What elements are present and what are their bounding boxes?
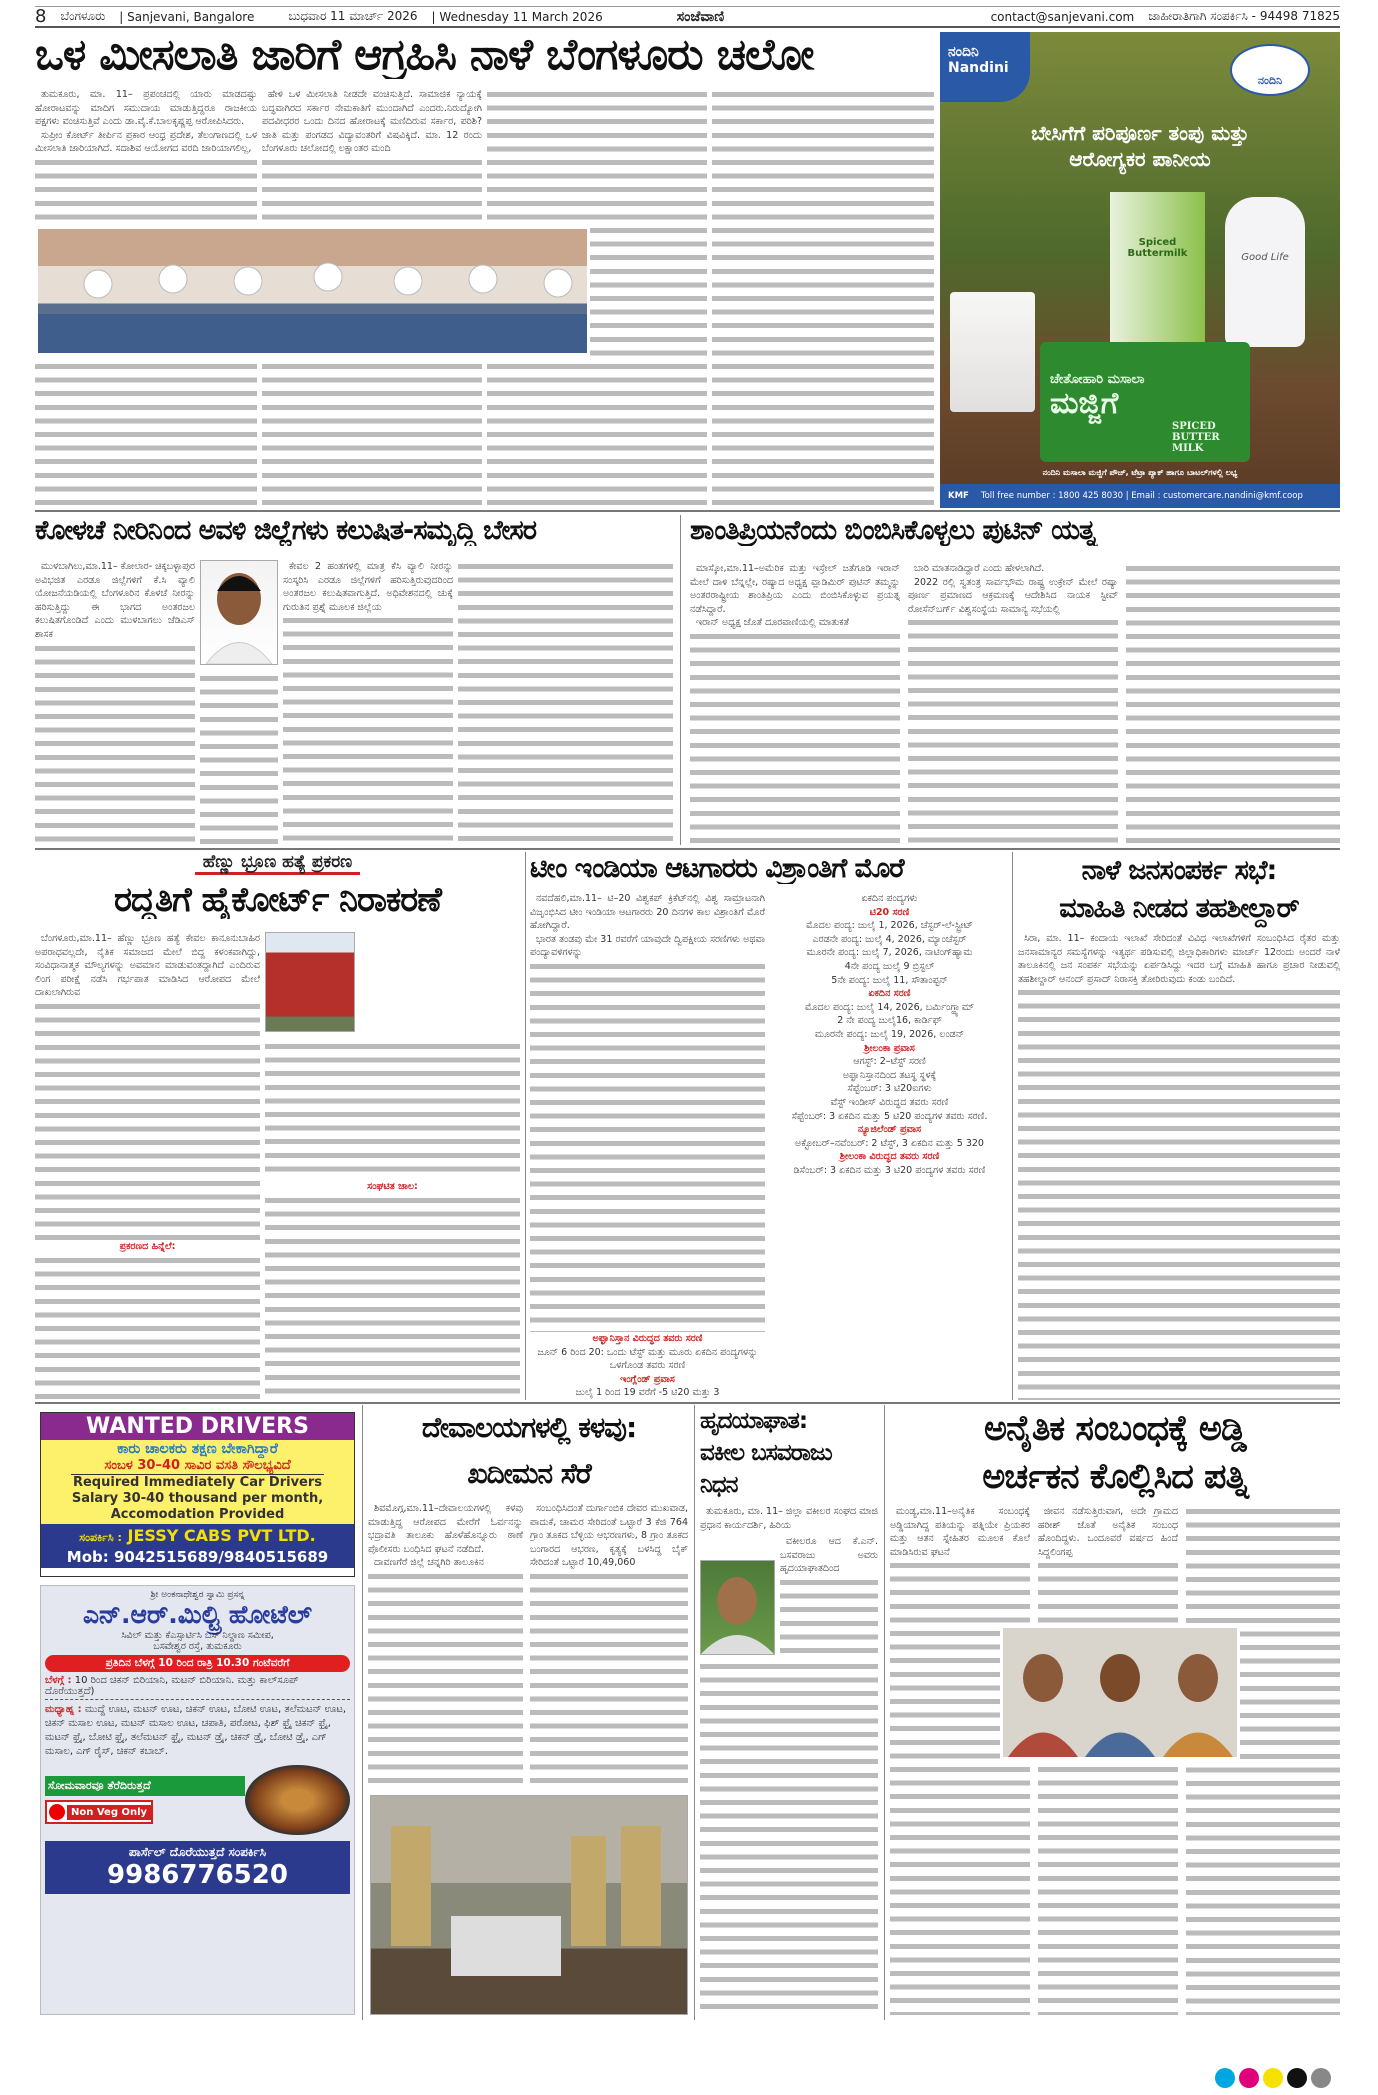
hc-kicker [35, 852, 520, 872]
page-header [35, 6, 1340, 28]
paragraph: ತುಮಕೂರು, ಮಾ. 11– ಪ್ರಪಂಚದಲ್ಲಿ ಯಾರು ಮಾಡದಷ್ಟು ಹೋರಾಟವನ್ನು ಮಾದಿಗ ಸಮುದಾಯ ಮಾಡುತ್ತಿದ್ದರೂ ರಾಜಕೀಯ ಪಕ್ಷಗಳು ವಂಚಿಸುತ್ತಿವೆ ಎಂದು ಡಾ.ವೈ.ಕೆ.ಬಾಲಕೃಷ್ಣಪ್ಪ ಆರೋಪಿಸಿದರು. [35, 89, 257, 128]
parcel-label: ಪಾರ್ಸೆಲ್ ದೊರೆಯುತ್ತದೆ ಸಂಪರ್ಕಿಸಿ [128, 1845, 267, 1859]
lunch-menu [45, 1703, 350, 1759]
ad-footer-bar [940, 484, 1340, 508]
sira-headline [1018, 852, 1340, 928]
paragraph: ಬೆಂಗಳೂರು,ಮಾ.11– ಹೆಣ್ಣು ಭ್ರೂಣ ಹತ್ಯೆ ಕೇವಲ ಕಾನೂನುಬಾಹಿರ ಅಪರಾಧವಲ್ಲದೇ, ನೈತಿಕ ಸಮಾಜದ ಮೇಲೆ ಬಿದ್ದ ಕಳಂಕವಾಗಿದ್ದು, ಸಂವಿಧಾನಾತ್ಮಕ ಮೌಲ್ಯಗಳನ್ನು ಅವಮಾನ ಮಾಡುವಂತದ್ದಾಗಿದೆ ಎಂದಿರುವ ಲಿಂಗ ಪರೀಕ್ಷೆ ನಡೆಸಿ ಗರ್ಭಪಾತ ಮಾಡಿಸಿದ ಆರೋಪದ ಮೇಲೆ ದಾಖಲಾಗಿರುವ [35, 933, 260, 999]
paragraph: ಭಾರತ ತಂಡವು ಮೇ 31 ರವರೆಗೆ ಯಾವುದೇ ದ್ವಿಪಕ್ಷೀಯ ಸರಣಿಗಳು ಅಥವಾ ಪಂದ್ಯಾವಳಿಗಳನ್ನು [530, 933, 765, 959]
toll-free-contact: Toll free number : 1800 425 8030 | Email : customercare.nandini@kmf.coop [980, 491, 1303, 501]
column-divider [1012, 852, 1013, 1400]
accused-photos [1000, 1625, 1240, 1760]
military-hotel-ad [40, 1585, 355, 2015]
pouch-english: SPICED BUTTER MILK [1172, 421, 1220, 454]
schedule-item: ಮೂರನೇ ಪಂದ್ಯ: ಜುಲೈ 19, 2026, ಲಂಡನ್ [814, 1028, 965, 1040]
hc-kicker-text: ಹೆಣ್ಣು ಭ್ರೂಣ ಹತ್ಯೆ ಪ್ರಕರಣ [195, 852, 361, 875]
hotel-phone[interactable]: 9986776520 [107, 1860, 288, 1890]
police-with-seized-items-photo [370, 1795, 688, 2015]
company-name: JESSY CABS PVT LTD. [127, 1526, 316, 1545]
pouch-label: ಚೇತೋಹಾರಿ ಮಸಾಲಾ [1050, 372, 1145, 387]
people-at-table-illustration [38, 229, 587, 353]
paragraph: 2022 ರಲ್ಲಿ ಸ್ವತಂತ್ರ ಸಾರ್ವಭೌಮ ರಾಷ್ಟ್ರ ಉಕ್ರೇನ್ ಮೇಲೆ ರಷ್ಯಾ ಪೂರ್ಣ ಪ್ರಮಾಣದ ಆಕ್ರಮಣಕ್ಕೆ ಆದೇಶಿಸಿದ ನಾಯಕ ಸ್ಟೀವ್ ರೋಸೆನ್‌ಬರ್ಗ್ ವಿಶ್ವಸಂಸ್ಥೆಯ ಸಾಮಾನ್ಯ ಸಭೆಯಲ್ಲಿ [908, 576, 1118, 615]
color-dot [1263, 2068, 1283, 2088]
divider [35, 510, 1340, 512]
morning-label: ಬೆಳಗ್ಗೆ : [45, 1675, 72, 1686]
affair-col-1 [890, 1505, 1030, 2015]
paragraph: ಹೇಳಿ ಒಳ ಮೀಸಲಾತಿ ನೀಡದೇ ವಂಚಿಸುತ್ತಿದೆ. ಸಾಮಾಜಿಕ ನ್ಯಾಯಕ್ಕೆ ಬದ್ಧವಾಗಿರದ ಸರ್ಕಾರ ನೇಮಕಾತಿಗೆ ಮುಂದಾಗಿದೆ ಎಂದರು.ನಿರುದ್ಯೋಗಿ ಪದವೀಧರರ ಒಂದು ದಿನದ ಹೋರಾಟಕ್ಕೆ ಮಣಿದಿರುವ ಸರ್ಕಾರ, ಪರಿಶಿ? ಜಾತಿ ಮತ್ತು ಪಂಗಡದ ವಿದ್ಯಾವಂತರಿಗೆ ವಿಷವಿಕ್ಕಿದೆ. ಮಾ. 12 ರಂದು ಬೆಂಗಳೂರು ಚಲೋದಲ್ಲಿ ಲಕ್ಷಾಂತರ ಮಂದಿ [262, 89, 482, 155]
schedule-item: ಅಫ್ಘಾನಿಸ್ತಾನದಿಂದ ತಟಸ್ಥ ಸ್ಥಳಕ್ಕೆ [842, 1069, 937, 1081]
schedule-item: ಎರಡನೇ ಪಂದ್ಯ: ಜುಲೈ 4, 2026, ಮ್ಯಾಂಚೆಸ್ಟರ್ [812, 933, 967, 945]
non-veg-label: Non Veg Only [67, 1805, 151, 1820]
mla-portrait-photo [200, 560, 278, 665]
hc-col-2 [265, 1040, 520, 1402]
lead-col-4 [712, 88, 934, 506]
schedule-item: ಸೆಪ್ಟೆಂಬರ್: 3 ಟಿ20ಐಗಳು [847, 1083, 932, 1095]
bottle-product: Good Life [1225, 197, 1305, 347]
hotel-hours: ಪ್ರತಿದಿನ ಬೆಳಗ್ಗೆ 10 ರಿಂದ ರಾತ್ರಿ 10.30 ಗಂಟೆವರೆಗೆ [45, 1655, 350, 1672]
color-dot [1215, 2068, 1235, 2088]
sira-headline-line-2: ಮಾಹಿತಿ ನೀಡದ ತಹಶೀಲ್ದಾರ್ [1059, 893, 1299, 924]
hotel-name: ಎನ್.ಆರ್.ಮಿಲ್ಟ್ರಿ ಹೋಟೆಲ್ [82, 1600, 313, 1629]
drivers-english-2: Salary 30-40 thousand per month, [71, 1491, 324, 1506]
sira-body [1018, 932, 1340, 1400]
page-number: 8 [35, 6, 47, 27]
color-dot [1287, 2068, 1307, 2088]
ad-tagline [940, 120, 1340, 172]
affair-col-3 [1186, 1505, 1340, 2015]
kolar-col-1 [35, 560, 195, 845]
paragraph: ಕೇವಲ 2 ಹಂತಗಳಲ್ಲಿ ಮಾತ್ರ ಕೆಸಿ ವ್ಯಾಲಿ ನೀರನ್ನು ಸಂಸ್ಕರಿಸಿ ಎರಡೂ ಜಿಲ್ಲೆಗಳಿಗೆ ಹರಿಸುತ್ತಿರುವುದರಿಂದ ಅಂತರಜಲ ಕಲುಷಿತವಾಗುತ್ತಿದೆ. ಅಧಿವೇಶನದಲ್ಲಿ ಚುಕ್ಕೆ ಗುರುತಿನ ಪ್ರಶ್ನೆ ಮೂಲಕ ಜಿಲ್ಲೆಯ [283, 561, 453, 613]
brand-english: Nandini [948, 60, 1009, 76]
divider [35, 848, 1340, 850]
nandini-brand-badge [940, 32, 1030, 102]
ad-contact: ಜಾಹೀರಾತಿಗಾಗಿ ಸಂಪರ್ಕಿಸಿ - 94498 71825 [1148, 9, 1340, 23]
schedule-item: 2 ನೇ ಪಂದ್ಯ ಜುಲೈ16, ಕಾರ್ಡಿಫ್ [837, 1015, 942, 1027]
masthead-logo: ಸಂಜೆವಾಣಿ [676, 8, 725, 25]
putin-headline: ಶಾಂತಿಪ್ರಿಯನೆಂದು ಬಿಂಬಿಸಿಕೊಳ್ಳಲು ಪುಟಿನ್ ಯತ್ನ [690, 516, 1097, 546]
print-registration-marks [1215, 2068, 1331, 2088]
monday-open-badge: ಸೋಮವಾರವೂ ತೆರೆದಿರುತ್ತದೆ [45, 1776, 245, 1796]
putin-col-1 [690, 562, 900, 845]
wanted-drivers-ad [40, 1412, 355, 1577]
divider [35, 1402, 1340, 1404]
schedule-heading: ಅಫ್ಘಾನಿಸ್ತಾನ ವಿರುದ್ಧದ ತವರು ಸರಣಿ [592, 1333, 703, 1345]
schedule-heading: ಶ್ರೀಲಂಕಾ ವಿರುದ್ಧದ ತವರು ಸರಣಿ [839, 1151, 940, 1163]
schedule-item: ವೆಸ್ಟ್ ಇಂಡೀಸ್ ವಿರುದ್ಧದ ತವರು ಸರಣಿ [830, 1096, 949, 1108]
schedule-item: ಮೊದಲ ಪಂದ್ಯ: ಜುಲೈ 14, 2026, ಬರ್ಮಿಂಗ್ಹ್ಯಾಮ್ [804, 1001, 974, 1013]
kolar-col-4 [458, 560, 673, 845]
lawyer-body [700, 1505, 878, 1533]
paragraph: ಜೀವನ ನಡೆಸುತ್ತಿರುವಾಗ, ಅದೇ ಗ್ರಾಮದ ಹರೀಶ್ ಜೊತೆ ಅನೈತಿಕ ಸಂಬಂಧ ಹೊಂದಿದ್ದಳು. ಒಂದೂವರೆ ವರ್ಷದ ಹಿಂದೆ ಸಿದ್ದಲಿಂಗಪ್ಪ [1038, 1506, 1178, 1558]
schedule-item: ಮೊದಲ ಪಂದ್ಯ: ಜುಲೈ 1, 2026, ಚೆಸ್ಟರ್-ಲೆ-ಸ್ಟ್ರೀಟ್ [806, 920, 973, 932]
affair-col-2 [1038, 1505, 1178, 2015]
schedule-item: ಜುಲೈ 1 ರಿಂದ 19 ವರೆಗೆ -5 ಟಿ20 ಮತ್ತು 3 [575, 1387, 720, 1399]
drivers-kannada-1: ಕಾರು ಚಾಲಕರು ತಕ್ಷಣ ಬೇಕಾಗಿದ್ದಾರೆ [117, 1441, 278, 1457]
high-court-building-photo [265, 932, 355, 1032]
hotel-blessing: ಶ್ರೀ ಅಂಕನಾಥೇಶ್ವರ ಸ್ವಾಮಿ ಪ್ರಸನ್ನ [150, 1590, 245, 1600]
kolar-col-3 [283, 560, 453, 845]
contact-email[interactable]: contact@sanjevani.com [990, 9, 1135, 24]
brand-kannada: ನಂದಿನಿ [948, 44, 979, 60]
hc-headline: ರದ್ದತಿಗೆ ಹೈಕೋರ್ಟ್ ನಿರಾಕರಣೆ [113, 882, 442, 920]
section-name: ಬೆಂಗಳೂರು [60, 9, 106, 23]
protest-press-meet-photo [35, 226, 590, 356]
kmf-logo: KMF [948, 491, 969, 501]
drivers-kannada-2: ಸಂಬಳ 30–40 ಸಾವಿರ ವಸತಿ ಸೌಲಭ್ಯವಿದೆ [71, 1458, 324, 1475]
affair-headline [890, 1405, 1340, 1501]
temple-headline-line-2: ಖದೀಮನ ಸೆರೆ [467, 1457, 591, 1490]
column-divider [680, 515, 681, 845]
nandini-logo: ನಂದಿನಿ [1230, 44, 1310, 96]
paragraph: ಮಂಡ್ಯ,ಮಾ.11–ಅನೈತಿಕ ಸಂಬಂಧಕ್ಕೆ ಅಡ್ಡಿಯಾಗಿದ್ದ ಪತಿಯನ್ನು ಪತ್ನಿಯೇ ಪ್ರಿಯಕರ ಮತ್ತು ಆತನ ಸ್ನೇಹಿತರ ಮೂಲಕ ಕೊಲೆ ಮಾಡಿಸಿರುವ ಘಟನೆ [890, 1506, 1030, 1558]
schedule-heading: ಇಂಗ್ಲೆಂಡ್ ಪ್ರವಾಸ [620, 1373, 675, 1385]
contact-label: ಸಂಪರ್ಕಿಸಿ : [79, 1531, 122, 1544]
schedule-item: 5ನೇ ಪಂದ್ಯ: ಜುಲೈ 11, ಸೌತಾಂಪ್ಟನ್ [831, 974, 948, 986]
putin-col-3 [1126, 562, 1340, 845]
schedule-item: ಮೂರನೇ ಪಂದ್ಯ: ಜುಲೈ 7, 2026, ನಾಟಿಂಗ್‌ಹ್ಯಾಮ [806, 947, 973, 959]
masala-majjige-pouch [1040, 342, 1250, 462]
affair-headline-line-2: ಅರ್ಚಕನ ಕೊಲ್ಲಿಸಿದ ಪತ್ನಿ [982, 1457, 1248, 1497]
color-dot [1311, 2068, 1331, 2088]
tagline-line-1: ಬೇಸಿಗೆಗೆ ಪರಿಪೂರ್ಣ ತಂಪು ಮತ್ತು [1031, 121, 1249, 145]
paragraph: ಸಿರಾ, ಮಾ. 11– ಕಂದಾಯ ಇಲಾಖೆ ಸೇರಿದಂತೆ ವಿವಿಧ ಇಲಾಖೆಗಳಿಗೆ ಸಂಬಂಧಿಸಿದ ರೈತರ ಮತ್ತು ಜನಸಾಮಾನ್ಯರ ಸಮಸ್ಯೆಗಳನ್ನು ಇತ್ಯರ್ಥ ಪಡಿಸುವಲ್ಲಿ ಜಿಲ್ಲಾಧಿಕಾರಿಗಳು ಮಾರ್ಚ್ 12ರಂದು ಅಂದರೆ ನಾಳೆ ತಾಲೂಕಿನಲ್ಲಿ ಜನ ಸಂಪರ್ಕ ಸಭೆಯನ್ನು ಏರ್ಪಡಿಸಿದ್ದು ಇದರ ಬಗ್ಗೆ ಮಾಹಿತಿ ಹಾಗೂ ಪ್ರಚಾರ ನೀಡುವಲ್ಲಿ ತಹಶೀಲ್ದಾರ್ ಆನಂದ್ ಪ್ರಸಾದ್ ನಿರಾಸಕ್ತಿ ತೋರಿರುವುದು ಕಂಡು ಬಂದಿದೆ. [1018, 933, 1340, 985]
lawyer-headline-line-1: ಹೃದಯಾಘಾತ: [700, 1408, 808, 1434]
hc-col-1 [35, 932, 260, 1402]
schedule-item: ಸೆಪ್ಟೆಂಬರ್: 3 ಏಕದಿನ ಮತ್ತು 5 ಟಿ20 ಪಂದ್ಯಗಳ ತವರು ಸರಣಿ. [791, 1110, 988, 1122]
schedule-item: 4ನೇ ಪಂದ್ಯ ಜುಲೈ 9 ಬ್ರಿಸ್ಟಲ್ [844, 960, 935, 972]
schedule-item: ಏಕದಿನ ಪಂದ್ಯಗಳು [861, 893, 918, 904]
color-dot [1239, 2068, 1259, 2088]
hc-subhead-network: ಸಂಘಟಿತ ಜಾಲ: [367, 1181, 418, 1192]
putin-col-2 [908, 562, 1118, 845]
paragraph: ಬಾರಿ ಮಾತನಾಡಿದ್ದಾರೆ ಎಂದು ಹೇಳಲಾಗಿದೆ. [914, 563, 1045, 574]
parcel-contact-bar [45, 1841, 350, 1894]
cricket-col-1 [530, 892, 765, 1400]
paragraph: ನವದೆಹಲಿ,ಮಾ.11– ಟಿ–20 ವಿಶ್ವಕಪ್ ಕ್ರಿಕೆಟ್‌ನಲ್ಲಿ ವಿಶ್ವ ಸಾಮ್ರಾಟನಾಗಿ ವಿಜೃಂಭಿಸಿದ ಟೀಂ ಇಂಡಿಯಾ ಆಟಗಾರರು 20 ದಿನಗಳ ಕಾಲ ವಿಶ್ರಾಂತಿಗೆ ಮೊರೆ ಹೋಗಿದ್ದಾರೆ. [530, 893, 765, 932]
cricket-schedule [772, 892, 1007, 1400]
temple-col-2 [530, 1502, 688, 1790]
tetra-pack-product: Spiced Buttermilk [1110, 192, 1205, 352]
column-divider [884, 1405, 885, 2020]
lead-headline: ಒಳ ಮೀಸಲಾತಿ ಜಾರಿಗೆ ಆಗ್ರಹಿಸಿ ನಾಳೆ ಬೆಂಗಳೂರು ಚಲೋ [35, 32, 814, 80]
schedule-item: ಅಕ್ಟೋಬರ್–ನವೆಂಬರ್: 2 ಟೆಸ್ಟ್, 3 ಏಕದಿನ ಮತ್ತು 5 320 [795, 1137, 984, 1149]
schedule-heading: ಟಿ20 ಸರಣಿ [869, 906, 910, 918]
tagline-line-2: ಆರೋಗ್ಯಕರ ಪಾನೀಯ [1069, 147, 1211, 171]
affair-headline-line-1: ಅನೈತಿಕ ಸಂಬಂಧಕ್ಕೆ ಅಡ್ಡಿ [984, 1409, 1246, 1449]
column-divider [525, 852, 526, 1400]
non-veg-badge [45, 1800, 153, 1824]
date-english: | Wednesday 11 March 2026 [431, 9, 603, 24]
lawyer-portrait-photo [700, 1560, 775, 1655]
hotel-address-2: ಬಸವೇಶ್ವರ ರಸ್ತೆ, ತುಮಕೂರು [153, 1641, 242, 1652]
non-veg-dot-icon [49, 1804, 65, 1820]
kolar-col-2 [200, 672, 278, 845]
temple-headline [368, 1405, 690, 1497]
morning-items: 10 ರಿಂದ ಚಿಕನ್ ಬಿರಿಯಾನಿ, ಮಟನ್ ಬಿರಿಯಾನಿ. ಮತ್ತು ಕಾಲ್‌ಸೂಪ್ ದೊರೆಯುತ್ತದೆ) [45, 1675, 299, 1697]
paragraph: ಮುಳಬಾಗಿಲು,ಮಾ.11– ಕೋಲಾರ- ಚಿಕ್ಕಬಳ್ಳಾಪುರ ಅವಿಭಜಿತ ಎರಡೂ ಜಿಲ್ಲೆಗಳಿಗೆ ಕೆ.ಸಿ ವ್ಯಾಲಿ ಯೋಜನೆಯಡಿಯಲ್ಲಿ ಬೆಂಗಳೂರಿನ ಕೊಳಚೆ ನೀರನ್ನು ಹರಿಸುತ್ತಿದ್ದು ಈ ಭಾಗದ ಅಂತರಜಲ ಕಲುಷಿತಗೊಂಡಿದೆ ಎಂದು ಮುಳಬಾಗಲು ಜೆಡಿಎಸ್ ಶಾಸಕ [35, 561, 195, 640]
temple-col-1 [368, 1502, 523, 1790]
availability-text: ನಂದಿನಿ ಮಸಾಲಾ ಮಜ್ಜಿಗೆ ಪೌಚ್, ಟೆಟ್ರಾ ಪ್ಯಾಕ್ ಹಾಗೂ ಬಾಟಲ್‌ಗಳಲ್ಲಿ ಲಭ್ಯ [1042, 468, 1238, 477]
paragraph: ಸಂಬಂಧಿಸಿದಂತೆ ದುರ್ಗಾಂಬಿಕ ದೇವರ ಮುಖವಾಡ, ಪಾದುಕೆ, ಚಾಮರ ಸೇರಿದಂತೆ ಒಟ್ಟಾರೆ 3 ಕೆಜಿ 764 ಗ್ರಾಂ ತೂಕದ ಬೆಳ್ಳಿಯ ಆಭರಣಗಳು, 8 ಗ್ರಾಂ ತೂಕದ ಬಂಗಾರದ ಆಭರಣ, ಕೃತ್ಯಕ್ಕೆ ಬಳಸಿದ್ದ ಬೈಕ್ ಸೇರಿದಂತೆ ಒಟ್ಟಾರೆ 10,49,060 [530, 1503, 688, 1569]
lawyer-col-rest [700, 1660, 878, 2015]
schedule-heading: ಏಕದಿನ ಸರಣಿ [868, 988, 911, 1000]
paragraph: ಇರಾನ್ ಅಧ್ಯಕ್ಷ ಜೊತೆ ದೂರವಾಣಿಯಲ್ಲಿ ಮಾತುಕತೆ [696, 617, 849, 629]
column-divider [362, 1405, 363, 2020]
buttermilk-glass [950, 292, 1035, 412]
food-platter-photo [245, 1765, 350, 1835]
date-kannada: ಬುಧವಾರ 11 ಮಾರ್ಚ್ 2026 [288, 9, 418, 23]
drivers-english-3: Accomodation Provided [110, 1507, 285, 1522]
paragraph: ದಾವಣಗೆರೆ ಜಿಲ್ಲೆ ಚನ್ನಗಿರಿ ತಾಲೂಕಿನ [374, 1557, 484, 1569]
schedule-item: ಆಗಸ್ಟ್: 2–ಟೆಸ್ಟ್ ಸರಣಿ [853, 1056, 926, 1068]
paragraph: ತುಮಕೂರು, ಮಾ. 11– ಜಿಲ್ಲಾ ವಕೀಲರ ಸಂಘದ ಮಾಜಿ ಪ್ರಧಾನ ಕಾರ್ಯದರ್ಶಿ, ಹಿರಿಯ [700, 1506, 878, 1531]
edition: | Sanjevani, Bangalore [119, 9, 255, 24]
hotel-address-1: ಸಿವಿಲ್ ಮತ್ತು ಕೆಎಸ್ಸಾರ್ಟಿಸಿ ಬಸ್ ನಿಲ್ದಾಣ ಸಮೀಪ, [121, 1630, 274, 1641]
lawyer-headline [700, 1405, 880, 1501]
kolar-headline: ಕೋಳಚೆ ನೀರಿನಿಂದ ಅವಳಿ ಜಿಲ್ಲೆಗಳು ಕಲುಷಿತ-ಸಮೃದ್ಧಿ ಬೇಸರ [35, 516, 537, 546]
nandini-buttermilk-ad [940, 32, 1340, 508]
lawyer-headline-line-3: ನಿಧನ [700, 1472, 738, 1498]
lunch-items: ಮುದ್ದೆ ಊಟ, ಮಟನ್ ಊಟ, ಚಿಕನ್ ಊಟ, ಬೋಟಿ ಊಟ, ತಲೆಮಟನ್ ಊಟ, ಚಿಕನ್ ಮಸಾಲ ಊಟ, ಮಟನ್ ಮಸಾಲ ಊಟ, ಚಪಾತಿ, ಪರೋಟ, ಫಿಶ್ ಫ್ರೈ ಚಿಕನ್ ಫ್ರೈ, ಮಟನ್ ಫ್ರೈ, ಬೋಟಿ ಫ್ರೈ, ತಲೆಮಟನ್ ಫ್ರೈ, ಮಟನ್ ಡ್ರೈ, ಚಿಕನ್ ಡ್ರೈ, ಬೋಟಿ ಡ್ರೈ, ಎಗ್ ಮಸಾಲ, ಎಗ್ ರೈಸ್, ಚಿಕನ್ ಕಬಾಬ್. [45, 1704, 347, 1757]
paragraph: ವಕೀಲರೂ ಆದ ಕೆ.ಎನ್. ಬಸವರಾಜು ಅವರು ಹೃದಯಾಘಾತದಿಂದ [780, 1536, 878, 1575]
column-divider [694, 1405, 695, 2020]
sira-headline-line-1: ನಾಳೆ ಜನಸಂಪರ್ಕ ಸಭೆ: [1081, 855, 1277, 886]
drivers-english-1: Required Immediately Car Drivers [72, 1475, 323, 1490]
morning-menu [45, 1675, 350, 1700]
lawyer-side-col [780, 1535, 878, 1655]
schedule-item: ಜೂನ್ 6 ರಿಂದ 20: ಒಂದು ಟೆಸ್ಟ್ ಮತ್ತು ಮೂರು ಏಕದಿನ ಪಂದ್ಯಗಳನ್ನು ಒಳಗೊಂಡ ತವರು ಸರಣಿ [537, 1346, 758, 1372]
lunch-label: ಮಧ್ಯಾಹ್ನ : [45, 1704, 82, 1715]
paragraph: ಶಿವಮೊಗ್ಗ,ಮಾ.11–ದೇವಾಲಯಗಳಲ್ಲಿ ಕಳವು ಮಾಡುತ್ತಿದ್ದ ಆರೋಪದ ಮೇರೆಗೆ ಓರ್ವನನ್ನು ಭದ್ರಾವತಿ ತಾಲೂಕು ಹೊಳೆಹೊನ್ನೂರು ಠಾಣೆ ಪೊಲೀಸರು ಬಂಧಿಸಿದ ಘಟನೆ ನಡೆದಿದೆ. [368, 1503, 523, 1555]
lawyer-headline-line-2: ವಕೀಲ ಬಸವರಾಜು [700, 1440, 832, 1466]
temple-headline-line-1: ದೇವಾಲಯಗಳಲ್ಲಿ ಕಳವು: [421, 1411, 637, 1444]
hc-subhead-background: ಪ್ರಕರಣದ ಹಿನ್ನೆಲೆ: [119, 1240, 176, 1252]
schedule-heading: ಶ್ರೀಲಂಕಾ ಪ್ರವಾಸ [864, 1042, 915, 1054]
ad-title: WANTED DRIVERS [41, 1413, 354, 1440]
schedule-heading: ನ್ಯೂಜಿಲೆಂಡ್ ಪ್ರವಾಸ [857, 1124, 922, 1136]
cricket-headline: ಟೀಂ ಇಂಡಿಯಾ ಆಟಗಾರರು ವಿಶ್ರಾಂತಿಗೆ ಮೊರೆ [530, 854, 904, 884]
paragraph: ಮಾಸ್ಕೋ,ಮಾ.11–ಅಮೆರಿಕ ಮತ್ತು ಇಸ್ರೇಲ್ ಜತೆಗೂಡಿ ಇರಾನ್ ಮೇಲೆ ದಾಳಿ ಬೆನ್ನಲ್ಲೇ, ರಷ್ಯಾದ ಅಧ್ಯಕ್ಷ ವ್ಲಾಡಿಮಿರ್ ಪುಟಿನ್ ತಮ್ಮನ್ನು ಅಂತರರಾಷ್ಟ್ರೀಯ ಶಾಂತಿಪ್ರಿಯ ಎಂದು ಬಿಂಬಿಸಿಕೊಳ್ಳುವ ಪ್ರಯತ್ನ ನಡೆಸಿದ್ದಾರೆ. [690, 563, 900, 615]
pouch-title: ಮಜ್ಜಿಗೆ [1050, 386, 1119, 421]
paragraph: ಸುಪ್ರೀಂ ಕೋರ್ಟ್ ತೀರ್ಪಿನ ಪ್ರಕಾರ ಆಂಧ್ರ ಪ್ರದೇಶ, ತೆಲಂಗಾಣದಲ್ಲಿ ಒಳ ಮೀಸಲಾತಿ ಜಾರಿಯಾಗಿದೆ. ಸದಾಶಿವ ಆಯೋಗದ ವರದಿ ಜಾರಿಯಾಗಲಿಲ್ಲ, [35, 129, 257, 155]
driver-phone[interactable]: Mob: 9042515689/9840515689 [66, 1548, 329, 1566]
schedule-item: ಡಿಸೆಂಬರ್: 3 ಏಕದಿನ ಮತ್ತು 3 ಟಿ20 ಪಂದ್ಯಗಳ ತವರು ಸರಣಿ [793, 1164, 986, 1176]
